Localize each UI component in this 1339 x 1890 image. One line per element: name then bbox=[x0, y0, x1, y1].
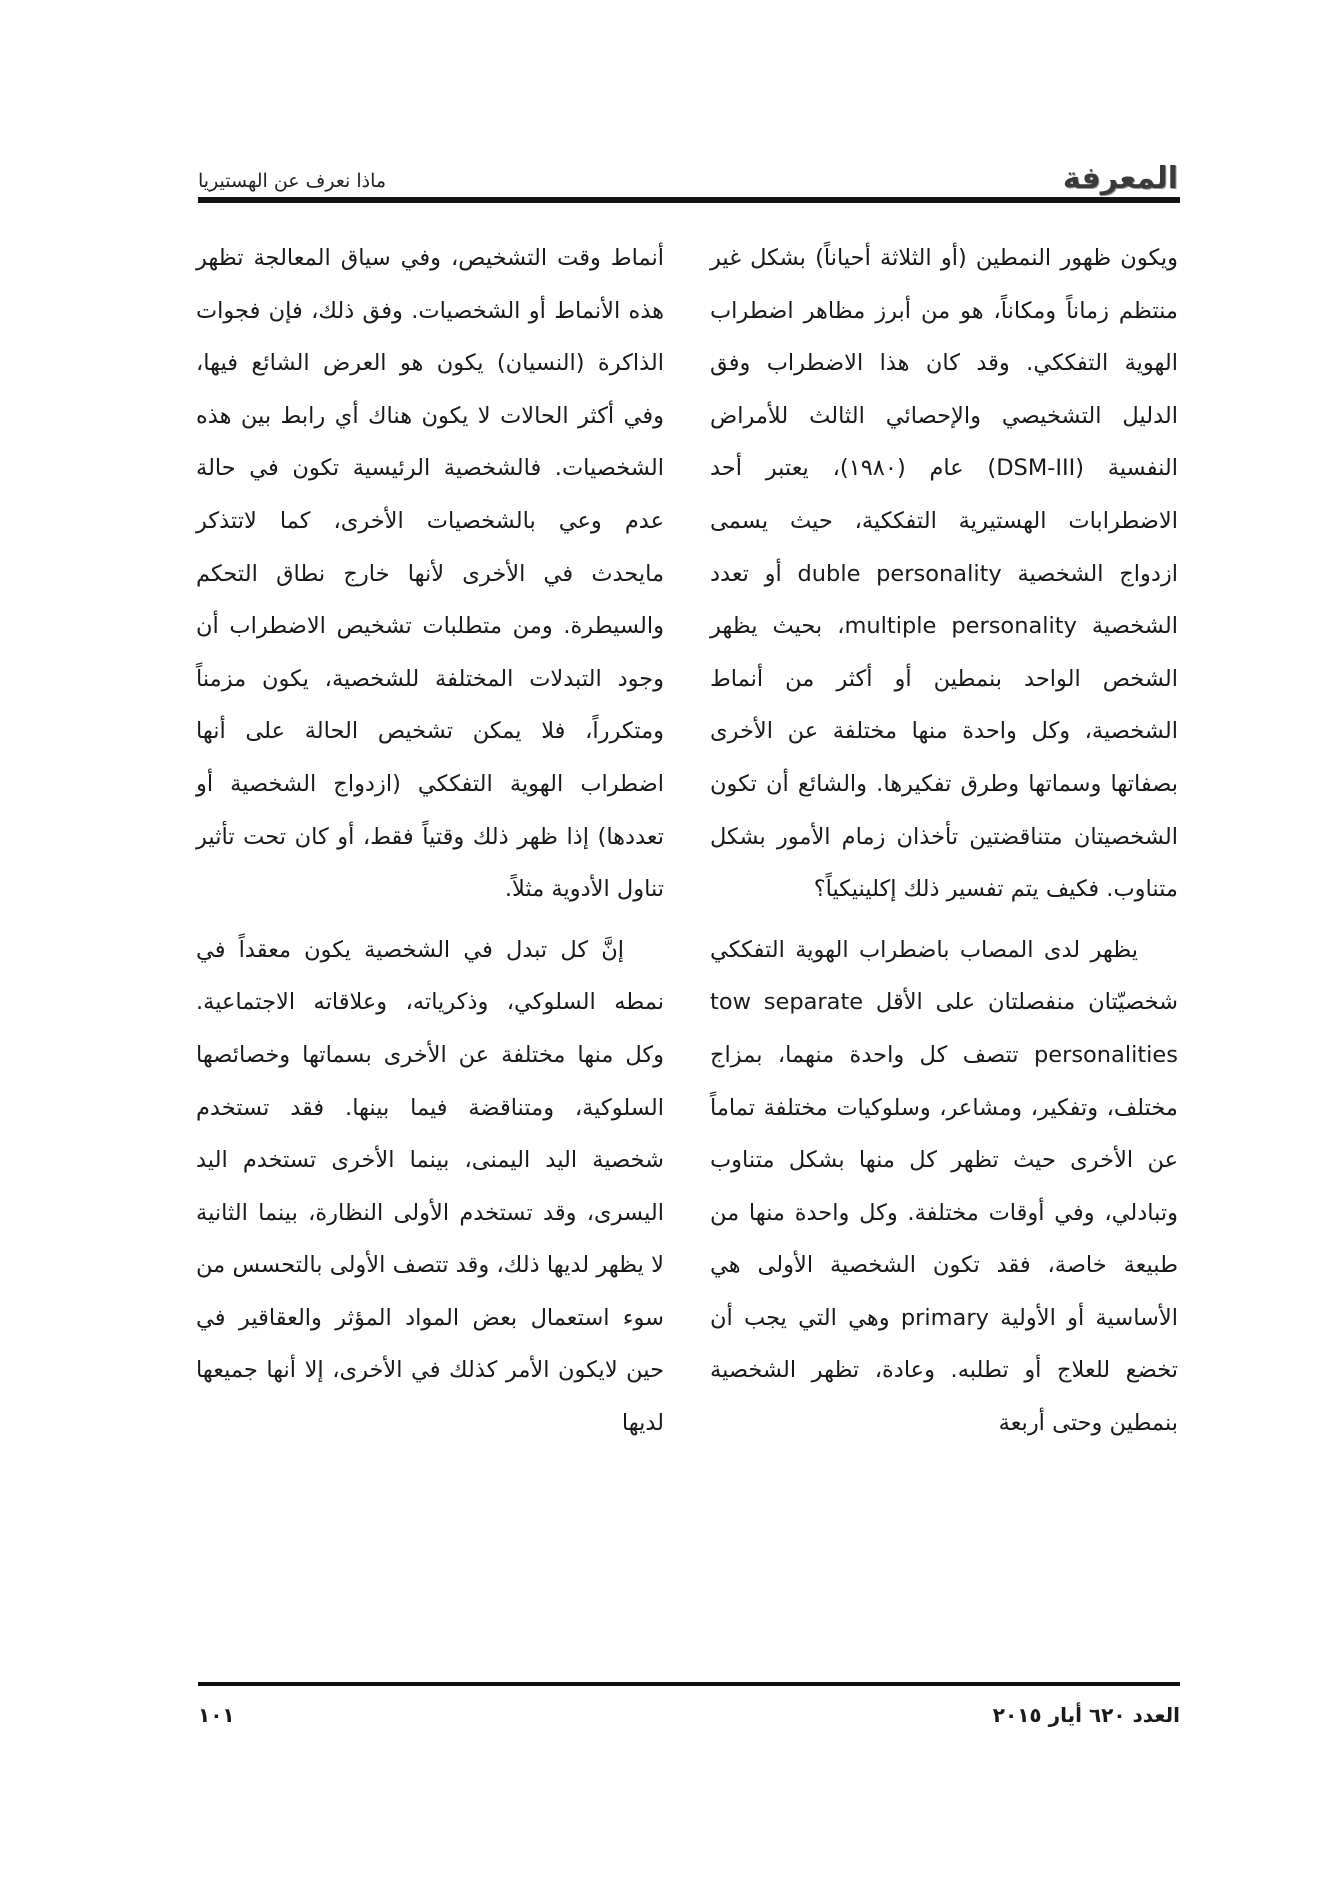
paragraph: ويكون ظهور النمطين (أو الثلاثة أحياناً) بشكل غير منتظم زماناً ومكاناً، هو من أبرز مظاهر اضطراب الهوية التفككي. وقد كان هذا الاضطراب وفق الدليل التشخيصي والإحصائي الثالث للأمراض النفسية (DSM-III) عام (١٩٨٠)، يعتبر أحد الاضطرابات الهستيرية التفككية، حيث يسمى ازدواج الشخصية duble personality أو تعدد الشخصية multiple personality، بحيث يظهر الشخص الواحد بنمطين أو أكثر من أنماط الشخصية، وكل واحدة منها مختلفة عن الأخرى بصفاتها وسماتها وطرق تفكيرها. والشائع أن تكون الشخصيتان متناقضتين تأخذان زمام الأمور بشكل متناوب. فكيف يتم تفسير ذلك إكلينيكياً؟ bbox=[710, 245, 1179, 903]
running-title: ماذا نعرف عن الهستيريا bbox=[198, 170, 387, 192]
footer-rule bbox=[198, 1682, 1180, 1686]
paragraph: أنماط وقت التشخيص، وفي سياق المعالجة تظهر هذه الأنماط أو الشخصيات. وفق ذلك، فإن فجوات الذاكرة (النسيان) يكون هو العرض الشائع فيها، وفي أكثر الحالات لا يكون هناك أي رابط بين هذه الشخصيات. فالشخصية الرئيسية تكون في حالة عدم وعي بالشخصيات الأخرى، كما لاتتذكر مايحدث في الأخرى لأنها خارج نطاق التحكم والسيطرة. ومن متطلبات تشخيص الاضطراب أن وجود التبدلات المختلفة للشخصية، يكون مزمناً ومتكرراً، فلا يمكن تشخيص الحالة على أنها اضطراب الهوية التفككي (ازدواج الشخصية أو تعددها) إذا ظهر ذلك وقتياً فقط، أو كان تحت تأثير تناول الأدوية مثلاً. bbox=[196, 245, 664, 903]
page-header bbox=[198, 150, 1178, 196]
magazine-logo: المعرفة bbox=[1062, 161, 1178, 196]
page-number: ١٠١ bbox=[198, 1703, 235, 1727]
header-rule bbox=[198, 197, 1180, 203]
paragraph: يظهر لدى المصاب باضطراب الهوية التفككي شخصيّتان منفصلتان على الأقل tow separate personalities تتصف كل واحدة منهما، بمزاج مختلف، وتفكير، ومشاعر، وسلوكيات مختلفة تماماً عن الأخرى حيث تظهر كل منها بشكل متناوب وتبادلي، وفي أوقات مختلفة. وكل واحدة منها من طبيعة خاصة، فقد تكون الشخصية الأولى هي الأساسية أو الأولية primary وهي التي يجب أن تخضع للعلاج أو تطلبه. وعادة، تظهر الشخصية بنمطين وحتى أربعة bbox=[710, 936, 1178, 1437]
right-column bbox=[710, 232, 1178, 1450]
paragraph: إنَّ كل تبدل في الشخصية يكون معقداً في نمطه السلوكي، وذكرياته، وعلاقاته الاجتماعية. وكل منها مختلفة عن الأخرى بسماتها وخصائصها السلوكية، ومتناقضة فيما بينها. فقد تستخدم شخصية اليد اليمنى، بينما الأخرى تستخدم اليد اليسرى، وقد تستخدم الأولى النظارة، بينما الثانية لا يظهر لديها ذلك، وقد تتصف الأولى بالتحسس من سوء استعمال بعض المواد المؤثر والعقاقير في حين لايكون الأمر كذلك في الأخرى، إلا أنها جميعها لديها bbox=[196, 936, 664, 1437]
page-footer bbox=[198, 1700, 1180, 1730]
issue-info: العدد ٦٢٠ أيار ٢٠١٥ bbox=[992, 1703, 1180, 1727]
left-column bbox=[196, 232, 664, 1450]
